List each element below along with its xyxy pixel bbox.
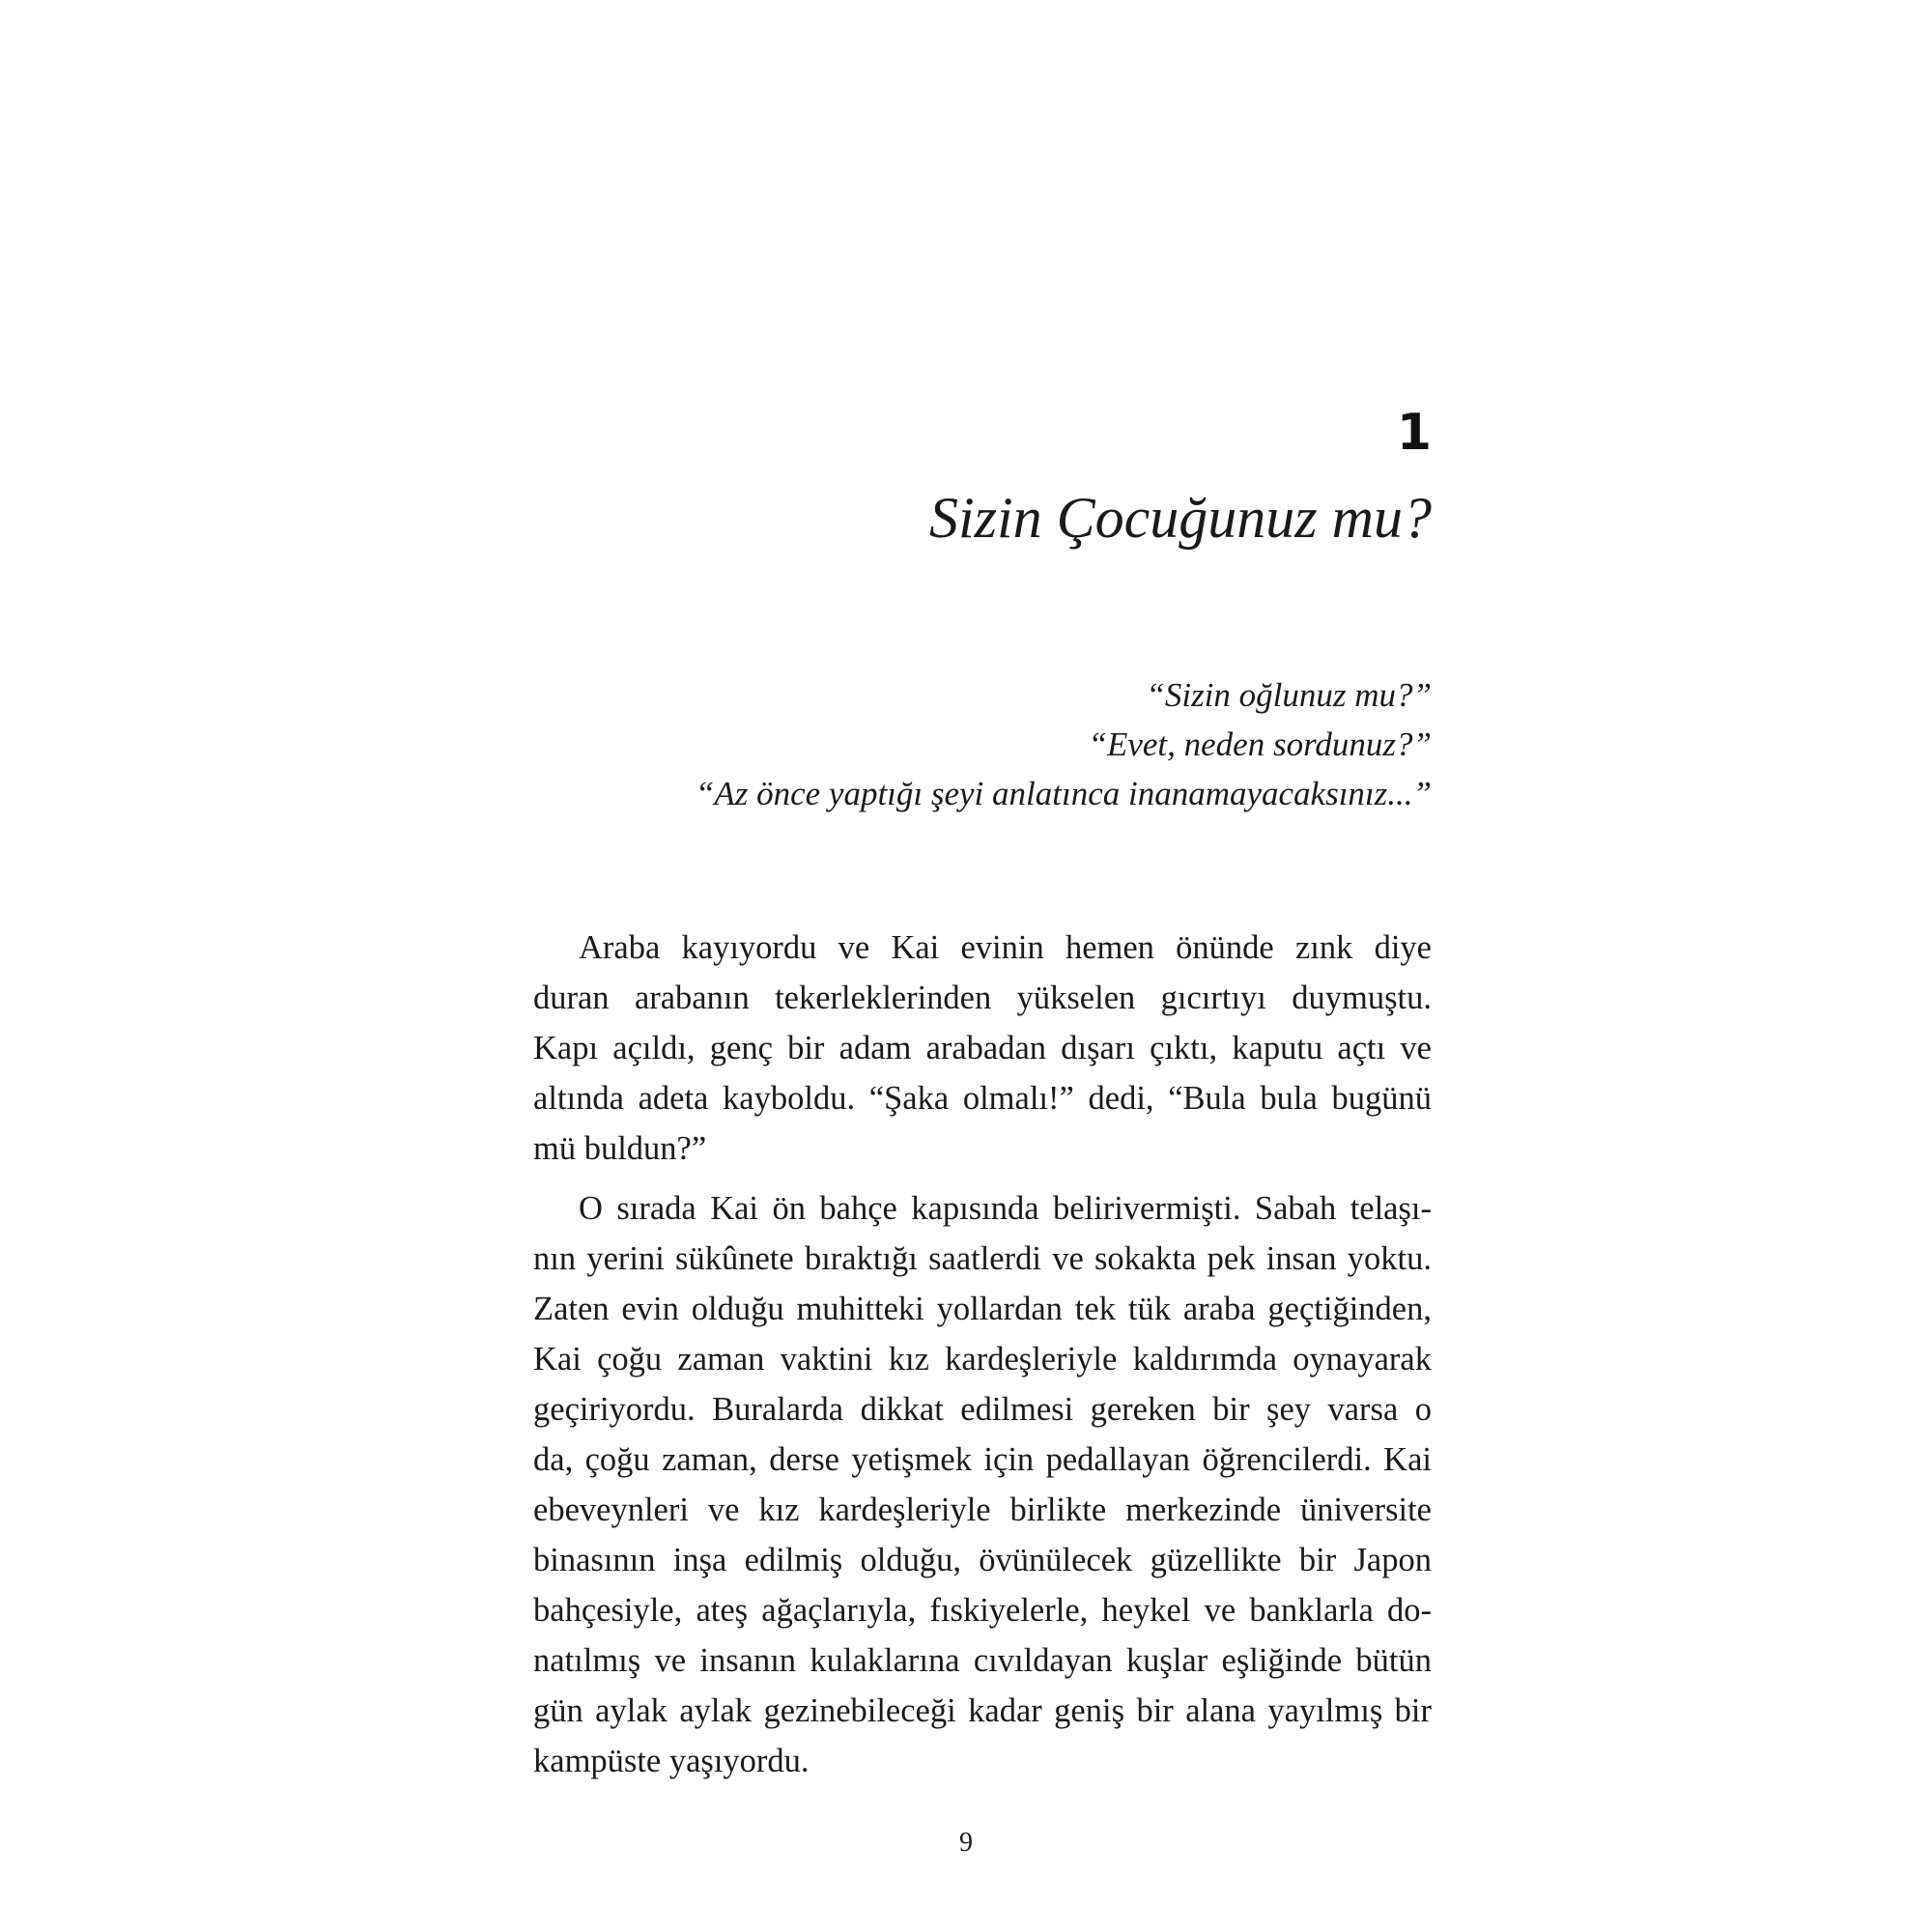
text-line: O sırada Kai ön bahçe kapısında belirivermişti. Sabah telaşı- — [579, 1190, 1432, 1227]
text-line: duran arabanın tekerleklerinden yükselen gıcırtıyı duymuştu. — [533, 980, 1432, 1016]
text-line: Kapı açıldı, genç bir adam arabadan dışarı çıktı, kaputu açtı ve — [533, 1030, 1432, 1066]
epigraph-line: “Sizin oğlunuz mu?” — [1146, 676, 1432, 714]
text-line: binasının inşa edilmiş olduğu, övünülecek güzellikte bir Japon — [533, 1542, 1432, 1578]
text-line: Zaten evin olduğu muhitteki yollardan tek tük araba geçtiğinden, — [533, 1291, 1432, 1327]
body-text — [533, 923, 1432, 1786]
paragraph-2 — [533, 1183, 1432, 1786]
chapter-title: Sizin Çocuğunuz mu? — [928, 486, 1432, 550]
text-line: nın yerini sükûnete bıraktığı saatlerdi ve sokakta pek insan yoktu. — [533, 1240, 1432, 1277]
epigraph-line: “Az önce yaptığı şeyi anlatınca inanamayacaksınız...” — [695, 775, 1432, 812]
paragraph-1 — [533, 923, 1432, 1174]
text-line: Kai çoğu zaman vaktini kız kardeşleriyle kaldırımda oynayarak — [533, 1341, 1432, 1378]
text-line: da, çoğu zaman, derse yetişmek için pedallayan öğrencilerdi. Kai — [533, 1441, 1432, 1478]
page-number: 9 — [959, 1828, 973, 1858]
chapter-number: 1 — [1396, 404, 1432, 462]
text-line: mü buldun?” — [533, 1130, 707, 1167]
text-line: geçiriyordu. Buralarda dikkat edilmesi gereken bir şey varsa o — [533, 1391, 1432, 1428]
epigraph-line: “Evet, neden sordunuz?” — [1088, 725, 1432, 763]
text-line: altında adeta kayboldu. “Şaka olmalı!” dedi, “Bula bula bugünü — [533, 1080, 1432, 1117]
text-line: Araba kayıyordu ve Kai evinin hemen önünde zınk diye — [579, 929, 1432, 966]
text-line: gün aylak aylak gezinebileceği kadar geniş bir alana yayılmış bir — [533, 1692, 1432, 1729]
text-line: natılmış ve insanın kulaklarına cıvıldayan kuşlar eşliğinde bütün — [533, 1642, 1432, 1679]
text-line: ebeveynleri ve kız kardeşleriyle birlikte merkezinde üniversite — [533, 1492, 1432, 1528]
text-line: kampüste yaşıyordu. — [533, 1743, 810, 1779]
epigraph — [533, 670, 1432, 818]
text-line: bahçesiyle, ateş ağaçlarıyla, fıskiyelerle, heykel ve banklarla do- — [533, 1592, 1432, 1629]
